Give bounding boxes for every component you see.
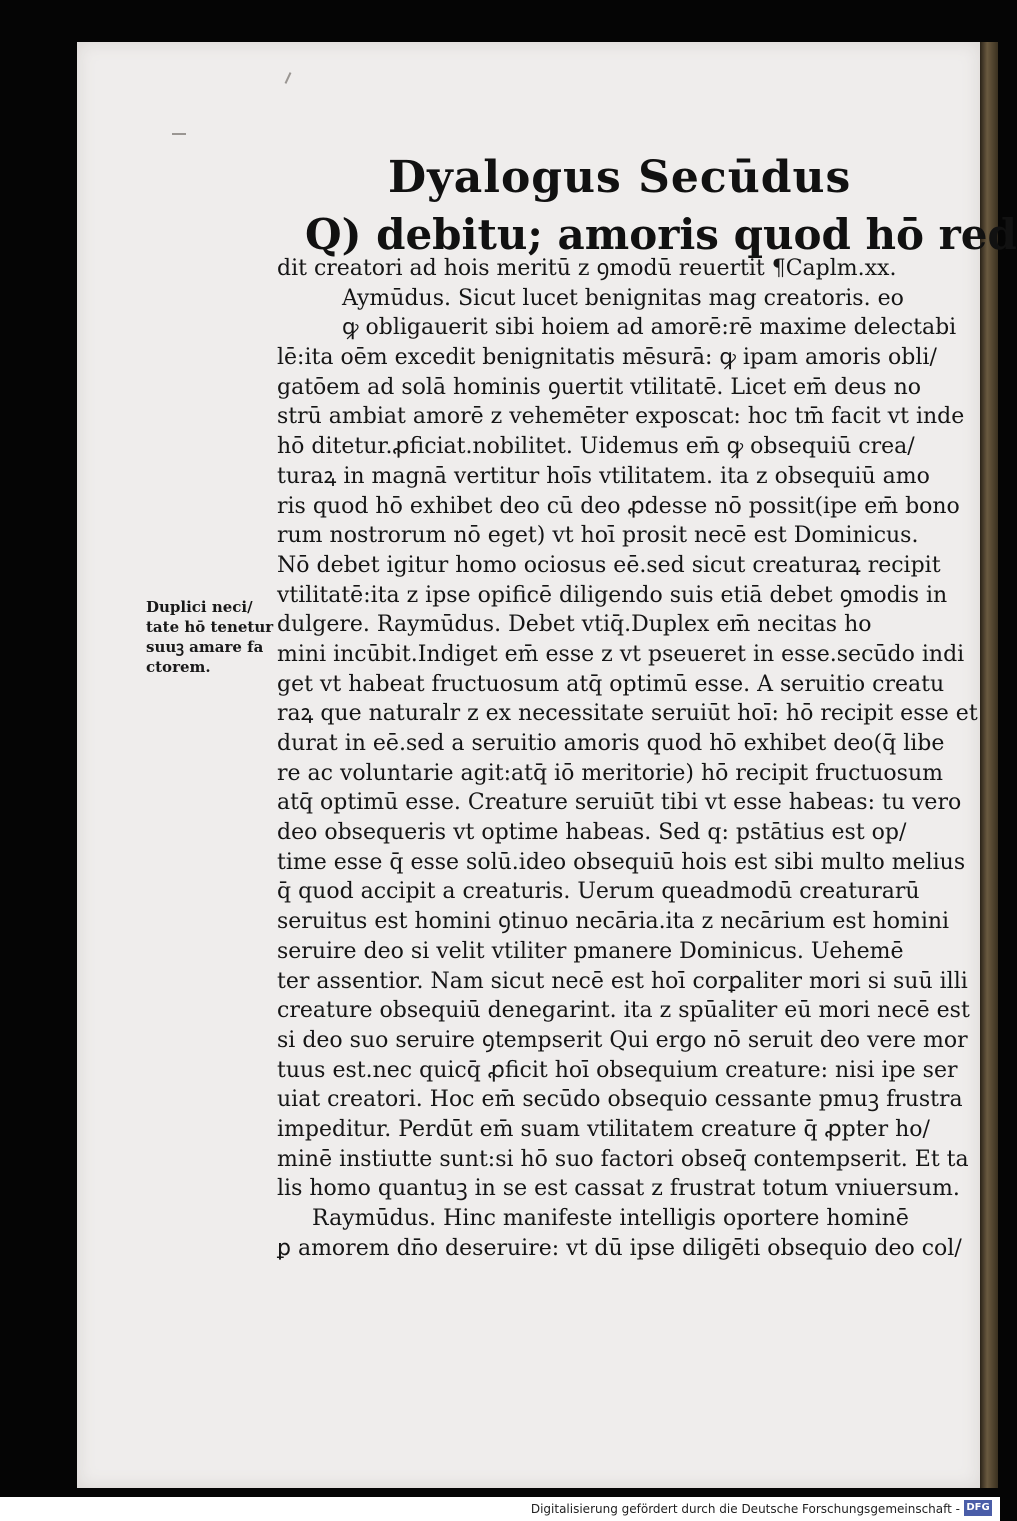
funding-credit: Digitalisierung gefördert durch die Deutsche Forschungsgemeinschaft - (530, 1502, 960, 1516)
text-line: tuus est.nec quicq̄ ꝓficit hoī obsequium creature: nisi ipe ser (277, 1057, 958, 1083)
text-line: ꝑ amorem dn̄o deseruire: vt dū ipse diligēti obsequio deo col/ (277, 1235, 962, 1261)
text-line: mini incūbit.Indiget em̄ esse z vt pseueret in esse.secūdo indi (277, 641, 965, 667)
text-line: raꝝ que naturalr z ex necessitate seruiūt hoī: hō recipit esse et (277, 701, 978, 727)
dfg-logo: DFG (964, 1500, 992, 1516)
text-line: uiat creatori. Hoc em̄ secūdo obsequio cessante pmuꝫ frustra (277, 1087, 963, 1113)
text-line: seruire deo si velit vtiliter pmanere Dominicus. Uehemē (277, 938, 904, 964)
text-line: lis homo quantuꝫ in se est cassat z frustrat totum vniuersum. (277, 1176, 960, 1202)
text-line: minē instiutte sunt:si hō suo factori obseq̄ contempserit. Et ta (277, 1146, 969, 1172)
footer-bar (0, 1497, 1000, 1521)
text-line: get vt habeat fructuosum atq̄ optimū esse. A seruitio creatu (277, 671, 945, 697)
text-line: si deo suo seruire ꝯtempserit Qui ergo nō seruit deo vere mor (277, 1027, 968, 1053)
marginal-note-line: Duplici neci/ (146, 598, 253, 616)
text-line: dit creatori ad hois meritū z ꝯmodū reuertit ¶Caplm.xx. (277, 256, 897, 281)
marginal-note-line: tate hō tenetur (146, 618, 274, 636)
pencil-mark (172, 133, 186, 135)
text-line: seruitus est homini ꝯtinuo necāria.ita z necārium est homini (277, 909, 950, 935)
text-line: Nō debet igitur homo ociosus eē.sed sicut creaturaꝝ recipit (277, 552, 941, 578)
text-line: Raymūdus. Hinc manifeste intelligis oportere hominē (312, 1206, 909, 1231)
text-line: rum nostrorum nō eget) vt hoī prosit necē est Dominicus. (277, 523, 919, 549)
text-line: re ac voluntarie agit:atq̄ iō meritorie) hō recipit fructuosum (277, 760, 943, 786)
body-text (277, 254, 978, 1263)
text-line: hō ditetur.ꝓficiat.nobilitet. Uidemus em̄ ꝙ obsequiū crea/ (277, 434, 915, 460)
text-line: Aymūdus. Sicut lucet benignitas mag creatoris. eo (342, 285, 904, 311)
text-line: ꝙ obligauerit sibi hoiem ad amorē:rē maxime delectabi (342, 315, 957, 341)
text-line: vtilitatē:ita z ipse opificē diligendo suis etiā debet ꝯmodis in (277, 582, 948, 608)
text-line: strū ambiat amorē z vehemēter exposcat: hoc tm̄ facit vt inde (277, 404, 965, 430)
text-line: durat in eē.sed a seruitio amoris quod hō exhibet deo(q̄ libe (277, 731, 945, 756)
text-line: turaꝝ in magnā vertitur hoīs vtilitatem. ita z obsequiū amo (277, 463, 930, 489)
marginal-note-line: ctorem. (146, 658, 211, 676)
marginal-note (146, 597, 276, 677)
text-line: ter assentior. Nam sicut necē est hoī corꝑaliter mori si suū illi (277, 968, 968, 994)
text-line: q̄ quod accipit a creaturis. Uerum queadmodū creaturarū (277, 879, 920, 905)
text-line: creature obsequiū denegarint. ita z spūaliter eū mori necē est (277, 998, 970, 1024)
chapter-title: Q) debitu; amoris quod hō red (305, 210, 1017, 259)
marginal-note-line: suuꝫ amare fa (146, 638, 264, 656)
text-line: impeditur. Perdūt em̄ suam vtilitatem creature q̄ ꝓpter ho/ (277, 1116, 930, 1142)
running-head: Dyalogus Secūdus (388, 152, 852, 203)
text-line: atq̄ optimū esse. Creature seruiūt tibi vt esse habeas: tu vero (277, 790, 962, 816)
text-line: ris quod hō exhibet deo cū deo ꝓdesse nō possit(ipe em̄ bono (277, 493, 960, 519)
text-line: lē:ita oēm excedit benignitatis mēsurā: ꝙ ipam amoris obli/ (277, 345, 937, 371)
text-line: deo obsequeris vt optime habeas. Sed q: pstātius est op/ (277, 820, 907, 846)
text-line: gatōem ad solā hominis ꝯuertit vtilitatē. Licet em̄ deus no (277, 374, 922, 400)
text-line: time esse q̄ esse solū.ideo obsequiū hois est sibi multo melius (277, 849, 966, 875)
text-line: dulgere. Raymūdus. Debet vtiq̄.Duplex em̄ necitas ho (277, 612, 872, 638)
